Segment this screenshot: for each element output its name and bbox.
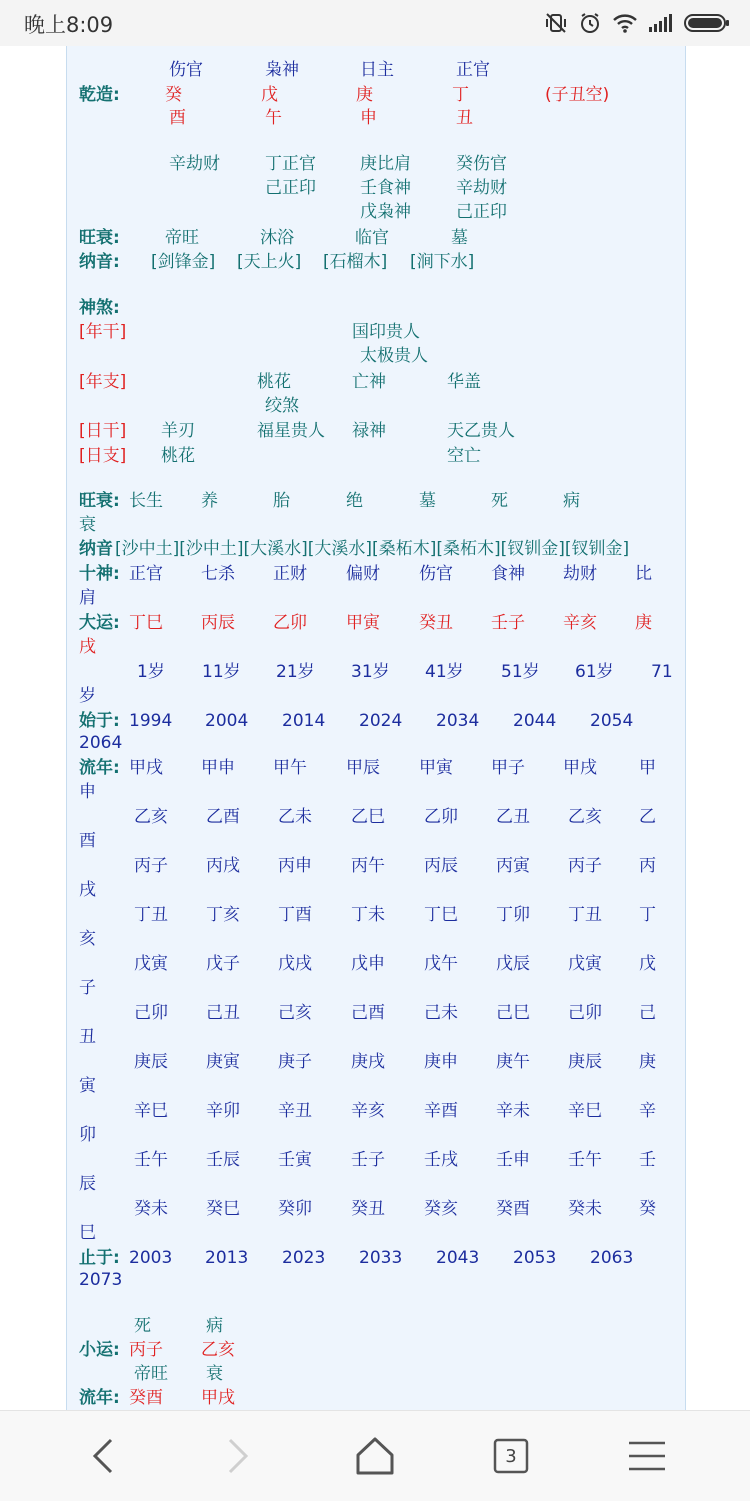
liunian-item-wrap: 巳 [79,1223,96,1243]
start-year-item: 2044 [513,711,557,731]
liunian-item: 丙申 [278,856,312,876]
heavenly-stem: 癸 [165,85,182,105]
liunian-item: 丁亥 [206,905,240,925]
dayun-item: 甲寅 [346,613,380,633]
xiaoyun-liunian-label: 流年: [79,1388,120,1408]
liunian-item-wrap: 丙 [639,856,656,876]
end-year-item: 2043 [436,1248,480,1268]
shensha-item: 天乙贵人 [447,421,515,441]
liunian-item: 癸酉 [496,1199,530,1219]
liunian-item-wrap: 壬 [639,1150,656,1170]
liunian-item: 癸巳 [206,1199,240,1219]
hidden-stem: 丁正官 [265,154,316,174]
wangshuai-value: 墓 [451,228,468,248]
liunian-item: 癸未 [134,1199,168,1219]
pillar-header: 日主 [360,60,394,80]
liunian-item: 丙子 [134,856,168,876]
end-year-item: 2073 [79,1270,123,1290]
end-year-item: 2013 [205,1248,249,1268]
liunian-item-wrap: 乙 [639,807,656,827]
pillar-header: 正官 [456,60,490,80]
liunian-item-wrap: 子 [79,978,96,998]
liunian-item: 戊辰 [496,954,530,974]
shishen-item-wrap: 肩 [79,588,96,608]
nayin-value: [涧下水] [410,252,475,272]
pillar-header: 枭神 [265,60,299,80]
end-year-item: 2053 [513,1248,557,1268]
age-item-wrap: 71 [651,662,673,682]
browser-nav-bar [0,1410,750,1501]
shensha-item: 华盖 [447,372,481,392]
liunian-item: 丙子 [568,856,602,876]
back-button[interactable] [58,1411,148,1501]
earthly-branch: 酉 [169,108,186,128]
end-year-item: 2023 [282,1248,326,1268]
liunian-item: 庚寅 [206,1052,240,1072]
liunian-item-wrap: 戊 [639,954,656,974]
liunian-item: 辛巳 [568,1101,602,1121]
liunian-item-wrap: 辰 [79,1174,96,1194]
liunian-item-wrap: 酉 [79,831,96,851]
liunian-item: 戊寅 [134,954,168,974]
liunian-item: 己酉 [351,1003,385,1023]
dayun-wangshuai-item: 死 [491,491,508,511]
shensha-row-label: [年支] [79,372,127,392]
liunian-item: 丙辰 [424,856,458,876]
liunian-item: 丙寅 [496,856,530,876]
dayun-wangshuai-item: 病 [563,491,580,511]
hidden-stem: 己正印 [265,178,316,198]
dayun-label: 大运: [79,613,120,633]
wangshuai-value: 临官 [355,228,389,248]
hidden-stem: 己正印 [456,202,507,222]
nayin-value: [天上火] [237,252,302,272]
liunian-item-wrap: 辛 [639,1101,656,1121]
shensha-row-label: [日支] [79,446,127,466]
liunian-item-wrap: 申 [79,782,96,802]
start-year-item: 2064 [79,733,123,753]
liunian-item: 戊午 [424,954,458,974]
shensha-item: 国印贵人 [352,322,420,342]
age-item: 51岁 [501,662,540,682]
wangshuai-value: 沐浴 [260,228,294,248]
hidden-stem: 戊枭神 [360,202,411,222]
liunian-item: 壬午 [134,1150,168,1170]
forward-arrow-icon [224,1436,252,1476]
liunian-item: 戊申 [351,954,385,974]
liunian-item: 丁未 [351,905,385,925]
liunian-item: 辛丑 [278,1101,312,1121]
dayun-wangshuai-item: 墓 [419,491,436,511]
status-bar [0,0,750,46]
liunian-item: 甲戌 [563,758,597,778]
liunian-item: 辛巳 [134,1101,168,1121]
liunian-item: 癸丑 [351,1199,385,1219]
start-year-item: 2014 [282,711,326,731]
start-year-label: 始于: [79,711,120,731]
liunian-item: 戊戌 [278,954,312,974]
liunian-item-wrap: 丁 [639,905,656,925]
liunian-item-wrap: 丑 [79,1027,96,1047]
dayun-wangshuai-item: 养 [201,491,218,511]
liunian-item: 己亥 [278,1003,312,1023]
liunian-item: 庚辰 [568,1052,602,1072]
dayun-item: 丁巳 [129,613,163,633]
start-year-item: 1994 [129,711,173,731]
wangshuai-label: 旺衰: [79,228,120,248]
heavenly-stem: 丁 [452,85,469,105]
shensha-row-label: [日干] [79,421,127,441]
age-item: 41岁 [425,662,464,682]
liunian-item: 辛亥 [351,1101,385,1121]
dayun-item: 丙辰 [201,613,235,633]
liunian-item: 庚申 [424,1052,458,1072]
dayun-wangshuai-item: 衰 [79,515,96,535]
liunian-item: 丙午 [351,856,385,876]
liunian-item: 己丑 [206,1003,240,1023]
liunian-item: 癸亥 [424,1199,458,1219]
vibrate-off-icon [544,11,568,35]
liunian-item: 甲戌 [129,758,163,778]
xiaoyun-item: 乙亥 [201,1340,235,1360]
dayun-item: 辛亥 [563,613,597,633]
liunian-item-wrap: 寅 [79,1076,96,1096]
status-time: 晚上8:09 [24,13,114,37]
hidden-stem: 辛劫财 [169,154,220,174]
wifi-icon [612,12,638,34]
battery-icon [684,13,730,33]
liunian-item: 乙酉 [206,807,240,827]
liunian-item: 己巳 [496,1003,530,1023]
forward-button[interactable] [193,1411,283,1501]
age-item: 61岁 [575,662,614,682]
liunian-item-wrap: 癸 [639,1199,656,1219]
xiaoyun-liunian-item: 癸酉 [129,1388,163,1408]
liunian-item: 乙丑 [496,807,530,827]
signal-icon [648,13,674,33]
nayin-label: 纳音: [79,252,120,272]
earthly-branch: 丑 [456,108,473,128]
alarm-icon [578,11,602,35]
dayun-item: 壬子 [491,613,525,633]
age-item-wrap: 岁 [79,686,96,706]
liunian-label: 流年: [79,758,120,778]
shishen-item: 正财 [273,564,307,584]
xiaoyun-liunian-item: 甲戌 [201,1388,235,1408]
liunian-item: 丁酉 [278,905,312,925]
dayun-nayin-line: [沙中土][沙中土][大溪水][大溪水][桑柘木][桑柘木][钗钏金][钗钏金] [115,539,630,559]
dayun-nayin-label: 纳音 [79,539,113,559]
liunian-item: 庚午 [496,1052,530,1072]
hidden-stem: 壬食神 [360,178,411,198]
liunian-item: 丁丑 [134,905,168,925]
shishen-item: 正官 [129,564,163,584]
liunian-item: 辛卯 [206,1101,240,1121]
start-year-item: 2024 [359,711,403,731]
age-item: 21岁 [276,662,315,682]
shensha-item: 太极贵人 [360,346,428,366]
liunian-item-wrap: 己 [639,1003,656,1023]
liunian-item: 甲子 [491,758,525,778]
shensha-title: 神煞: [79,298,120,318]
dayun-wangshuai-item: 长生 [129,491,163,511]
liunian-item: 丙戌 [206,856,240,876]
pillar-header: 伤官 [169,60,203,80]
liunian-item: 丁巳 [424,905,458,925]
start-year-item: 2054 [590,711,634,731]
dayun-wangshuai-item: 绝 [346,491,363,511]
tabs-button[interactable] [466,1411,556,1501]
liunian-item-wrap: 庚 [639,1052,656,1072]
liunian-item: 戊寅 [568,954,602,974]
shensha-item: 福星贵人 [257,421,325,441]
liunian-item: 丁卯 [496,905,530,925]
liunian-item: 壬辰 [206,1150,240,1170]
heavenly-stem: 庚 [356,85,373,105]
liunian-item: 壬戌 [424,1150,458,1170]
shensha-item: 亡神 [352,372,386,392]
tab-count: 3 [505,1445,517,1467]
shensha-item: 桃花 [161,446,195,466]
wangshuai-value: 帝旺 [165,228,199,248]
liunian-item-wrap: 亥 [79,929,96,949]
shishen-item: 七杀 [201,564,235,584]
liunian-item: 己未 [424,1003,458,1023]
menu-icon [628,1440,666,1472]
bazi-content-panel [66,46,686,1410]
liunian-item: 壬子 [351,1150,385,1170]
shishen-item-wrap: 比 [635,564,652,584]
earthly-branch: 申 [360,108,377,128]
liunian-item: 壬寅 [278,1150,312,1170]
liunian-item: 甲午 [273,758,307,778]
liunian-item: 庚戌 [351,1052,385,1072]
nayin-value: [剑锋金] [151,252,216,272]
dayun-item: 癸丑 [419,613,453,633]
liunian-item: 丁丑 [568,905,602,925]
shishen-item: 偏财 [346,564,380,584]
end-year-item: 2063 [590,1248,634,1268]
liunian-item: 乙巳 [351,807,385,827]
heavenly-stem: 戊 [261,85,278,105]
shishen-item: 食神 [491,564,525,584]
shensha-item: 羊刃 [161,421,195,441]
shensha-item: 空亡 [447,446,481,466]
liunian-item: 壬午 [568,1150,602,1170]
nayin-value: [石榴木] [323,252,388,272]
xiaoyun-item: 丙子 [129,1340,163,1360]
start-year-item: 2034 [436,711,480,731]
liunian-item-wrap: 卯 [79,1125,96,1145]
start-year-item: 2004 [205,711,249,731]
qianzao-label: 乾造: [79,85,120,105]
menu-button[interactable] [602,1411,692,1501]
liunian-item: 辛未 [496,1101,530,1121]
status-icons [544,10,730,36]
liunian-item: 癸卯 [278,1199,312,1219]
end-year-label: 止于: [79,1248,120,1268]
dayun-item-wrap: 戌 [79,637,96,657]
liunian-item-wrap: 甲 [639,758,656,778]
back-arrow-icon [89,1436,117,1476]
end-year-item: 2003 [129,1248,173,1268]
earthly-branch: 午 [265,108,282,128]
xiaoyun-ws: 衰 [206,1364,223,1384]
shishen-item: 劫财 [563,564,597,584]
liunian-item: 乙亥 [134,807,168,827]
liunian-item: 乙亥 [568,807,602,827]
shensha-item: 绞煞 [265,396,299,416]
liunian-item: 癸未 [568,1199,602,1219]
home-button[interactable] [330,1411,420,1501]
liunian-item: 庚辰 [134,1052,168,1072]
liunian-item-wrap: 戌 [79,880,96,900]
shishen-item: 伤官 [419,564,453,584]
liunian-item: 甲申 [201,758,235,778]
liunian-item: 甲辰 [346,758,380,778]
hidden-stem: 癸伤官 [456,154,507,174]
age-item: 1岁 [137,662,165,682]
dayun-wangshuai-label: 旺衰: [79,491,120,511]
dayun-item: 乙卯 [273,613,307,633]
end-year-item: 2033 [359,1248,403,1268]
kong-wang: (子丑空) [545,85,610,105]
liunian-item: 壬申 [496,1150,530,1170]
age-item: 31岁 [351,662,390,682]
xiaoyun-ws: 死 [134,1316,151,1336]
hidden-stem: 庚比肩 [360,154,411,174]
liunian-item: 己卯 [134,1003,168,1023]
liunian-item: 甲寅 [419,758,453,778]
liunian-item: 戊子 [206,954,240,974]
shishen-label: 十神: [79,564,120,584]
liunian-item: 乙未 [278,807,312,827]
xiaoyun-label: 小运: [79,1340,120,1360]
liunian-item: 辛酉 [424,1101,458,1121]
liunian-item: 己卯 [568,1003,602,1023]
shensha-item: 禄神 [352,421,386,441]
xiaoyun-ws: 病 [206,1316,223,1336]
liunian-item: 乙卯 [424,807,458,827]
xiaoyun-ws: 帝旺 [134,1364,168,1384]
dayun-item-wrap: 庚 [635,613,652,633]
age-item: 11岁 [202,662,241,682]
liunian-item: 庚子 [278,1052,312,1072]
shensha-row-label: [年干] [79,322,127,342]
home-icon [355,1435,395,1477]
dayun-wangshuai-item: 胎 [273,491,290,511]
shensha-item: 桃花 [257,372,291,392]
hidden-stem: 辛劫财 [456,178,507,198]
